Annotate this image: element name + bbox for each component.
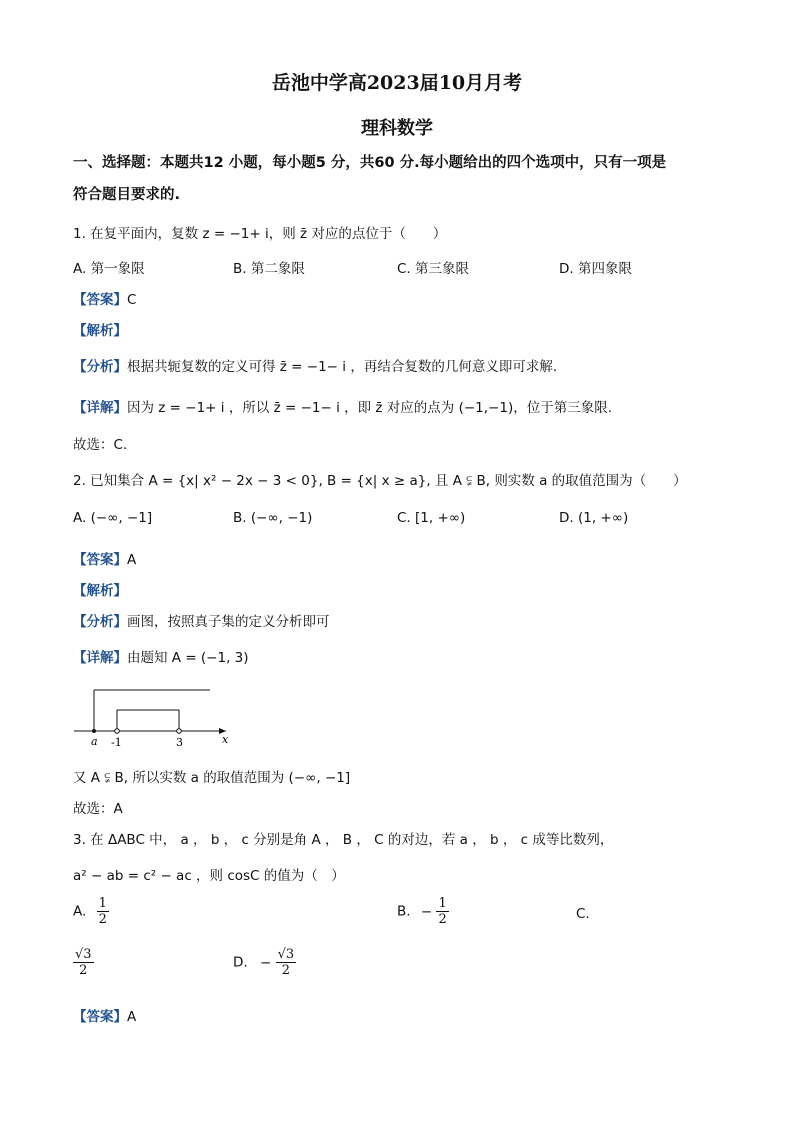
answer-tag: 【答案】 — [73, 1009, 127, 1025]
q2-option-c: C. [1, +∞) — [397, 510, 466, 526]
fenxi-tag: 【分析】 — [73, 359, 127, 375]
point-three — [177, 729, 182, 734]
q1-conclusion: 故选：C. — [73, 437, 128, 453]
q2-answer-row — [73, 548, 136, 568]
fraction-numerator: 1 — [438, 896, 447, 911]
q3-option-a-label: A. — [73, 903, 87, 920]
q2-after-figure: 又 A ⫋ B, 所以实数 a 的取值范围为 (−∞, −1] — [73, 770, 351, 786]
q3-answer-row — [73, 1005, 136, 1025]
q3-answer: A — [127, 1009, 137, 1025]
fraction-numerator: √3 — [75, 947, 92, 962]
q3-option-c-fraction — [73, 947, 94, 978]
exam-subject: 理科数学 — [361, 118, 433, 139]
q2-stem: 2. 已知集合 A = {x| x² − 2x − 3 < 0}, B = {x| x ≥ a}, 且 A ⫋ B, 则实数 a 的取值范围为（ ） — [73, 473, 687, 489]
section-heading-cont: 符合题目要求的. — [73, 187, 181, 203]
q2-detail-row — [73, 646, 249, 666]
q1-stem: 1. 在复平面内，复数 z = −1+ i，则 z̄ 对应的点位于（ ） — [73, 226, 447, 242]
exam-title: 岳池中学高2023届10月月考 — [271, 72, 523, 94]
fraction-numerator: √3 — [277, 947, 295, 962]
q1-option-a: A. 第一象限 — [73, 261, 145, 277]
detail-tag: 【详解】 — [73, 400, 127, 416]
fraction-denominator: 2 — [438, 912, 447, 927]
q1-fenxi-row — [73, 355, 557, 375]
q3-stem: 3. 在 ΔABC 中， a ， b ， c 分别是角 A ， B ， C 的对边，若 a ， b ， c 成等比数列， — [73, 832, 614, 848]
q3-option-c — [576, 906, 590, 922]
q1-answer: C — [127, 292, 137, 308]
q2-option-d: D. (1, +∞) — [559, 510, 629, 526]
analysis-tag: 【解析】 — [73, 323, 127, 339]
number-line-figure — [70, 684, 240, 750]
fenxi-tag: 【分析】 — [73, 614, 127, 630]
label-minus-one: -1 — [111, 736, 122, 749]
q3-option-a — [73, 896, 109, 927]
q3-option-b-sign: − — [420, 903, 433, 920]
fraction-denominator: 2 — [98, 912, 107, 927]
q3-option-d-label: D. — [233, 954, 248, 971]
q2-fenxi: 画图，按照真子集的定义分析即可 — [127, 614, 330, 630]
q3-option-d-sign: − — [259, 954, 272, 971]
q1-answer-row — [73, 288, 136, 308]
q2-detail: 由题知 A = (−1, 3) — [127, 650, 249, 666]
q3-option-b-label: B. — [397, 903, 411, 920]
analysis-tag: 【解析】 — [73, 583, 127, 599]
answer-tag: 【答案】 — [73, 552, 127, 568]
answer-tag: 【答案】 — [73, 292, 127, 308]
q1-detail: 因为 z = −1+ i ，所以 z̄ = −1− i ，即 z̄ 对应的点为 (−1,−1)，位于第三象限. — [127, 400, 613, 416]
point-minus-one — [115, 729, 120, 734]
q1-option-c: C. 第三象限 — [397, 261, 470, 277]
label-a: a — [91, 735, 98, 748]
q1-option-b: B. 第二象限 — [233, 261, 305, 277]
q2-conclusion: 故选：A — [73, 801, 123, 817]
q3-option-d — [233, 947, 296, 978]
q2-fenxi-row — [73, 610, 330, 630]
label-x: x — [222, 733, 229, 746]
q3-option-c-label: C. — [576, 906, 590, 922]
point-a — [92, 729, 96, 733]
label-three: 3 — [176, 736, 183, 749]
section-heading: 一、选择题：本题共12 小题，每小题5 分，共60 分.每小题给出的四个选项中，只有一项是 — [73, 155, 667, 171]
q3-stem-cont: a² − ab = c² − ac ，则 cosC 的值为（ ） — [73, 868, 345, 884]
q2-option-b: B. (−∞, −1) — [233, 510, 313, 526]
q1-option-d: D. 第四象限 — [559, 261, 632, 277]
q2-option-a: A. (−∞, −1] — [73, 510, 153, 526]
q3-option-d-fraction — [276, 947, 297, 978]
q3-option-a-fraction — [97, 896, 109, 927]
detail-tag: 【详解】 — [73, 650, 127, 666]
q3-option-c-value — [73, 947, 94, 978]
fraction-denominator: 2 — [281, 963, 291, 978]
q1-detail-row — [73, 396, 612, 416]
fraction-denominator: 2 — [79, 963, 88, 978]
q2-analysis-row — [73, 579, 127, 599]
q1-analysis-row — [73, 319, 127, 339]
q3-option-b-fraction — [436, 896, 448, 927]
q2-answer: A — [127, 552, 137, 568]
fraction-numerator: 1 — [98, 896, 107, 911]
q1-fenxi: 根据共轭复数的定义可得 z̄ = −1− i ，再结合复数的几何意义即可求解. — [127, 359, 558, 375]
q3-option-b — [397, 896, 449, 927]
